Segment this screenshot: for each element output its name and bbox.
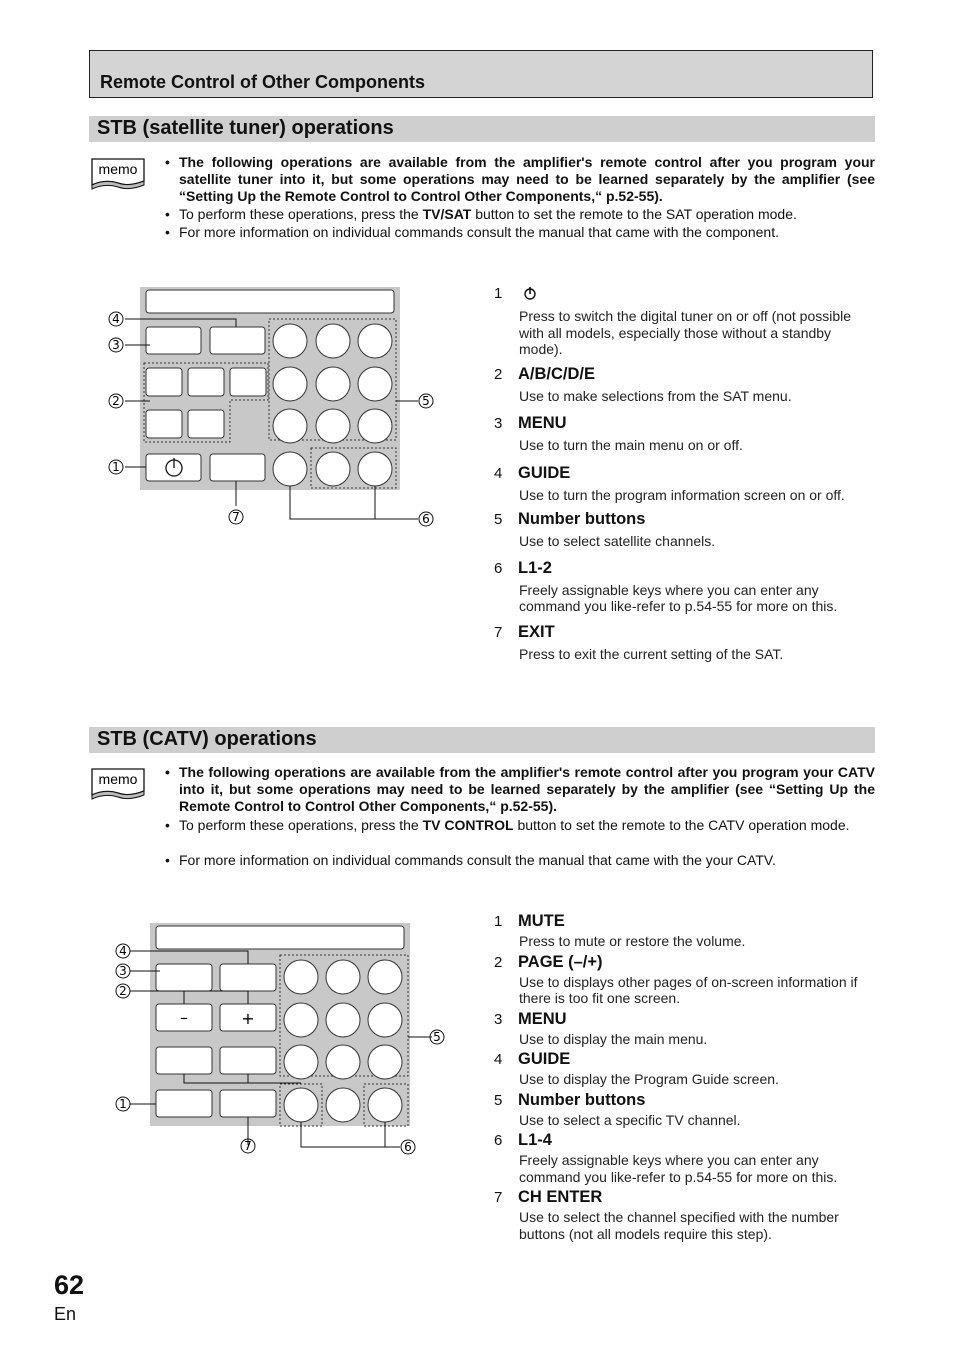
svg-text:3: 3: [112, 338, 120, 352]
svg-text:2: 2: [112, 394, 120, 408]
sat-item-3: 3 MENU: [494, 414, 567, 432]
svg-text:7: 7: [232, 510, 240, 524]
section-title-bar-catv: [89, 727, 875, 753]
catv-item-2: 2 PAGE (–/+): [494, 952, 603, 971]
language-label: En: [54, 1304, 77, 1324]
catv-item-6-desc: Freely assignable keys where you can enter any command you like-refer to p.54-55 for more on this.: [519, 1152, 838, 1185]
sat-remote-diagram: [100, 284, 440, 534]
catv-note-2: • To perform these operations, press the TV CONTROL button to set the remote to the CATV operation mode.: [165, 817, 850, 833]
catv-item-7-desc: Use to select the channel specified with the number buttons (not all models require this step).: [519, 1209, 839, 1242]
catv-item-4: 4 GUIDE: [494, 1050, 571, 1068]
catv-item-3-desc: Use to display the main menu.: [519, 1030, 708, 1047]
catv-item-1-desc: Press to mute or restore the volume.: [519, 933, 746, 949]
svg-text:memo: memo: [98, 161, 138, 177]
catv-item-6: 6 L1-4: [494, 1131, 552, 1149]
svg-text:5: 5: [422, 394, 430, 408]
sat-item-4: 4 GUIDE: [494, 463, 571, 482]
power-icon: [523, 284, 537, 302]
chapter-header: [89, 50, 873, 98]
svg-text:7: 7: [244, 1139, 252, 1153]
sat-note-3: • For more information on individual commands consult the manual that came with the component.: [165, 224, 779, 240]
sat-item-5-desc: Use to select satellite channels.: [519, 533, 716, 549]
sat-item-1-desc: Press to switch the digital tuner on or off (not possible with all models, especially those without a standby mode).: [519, 308, 852, 357]
svg-text:4: 4: [112, 312, 120, 326]
catv-item-3: 3 MENU: [494, 1009, 567, 1028]
section-title-sat: STB (satellite tuner) operations: [97, 117, 394, 139]
memo-icon: [89, 157, 147, 191]
catv-item-2-desc: Use to displays other pages of on-screen information if there is too fit one screen.: [519, 973, 858, 1006]
svg-text:4: 4: [119, 944, 127, 958]
catv-item-7: 7 CH ENTER: [494, 1188, 603, 1206]
sat-note-2: • To perform these operations, press the TV/SAT button to set the remote to the SAT operation mode.: [165, 206, 797, 222]
memo-icon: [89, 767, 147, 801]
sat-item-6: 6 L1-2: [494, 558, 552, 577]
sat-item-7-desc: Press to exit the current setting of the SAT.: [519, 645, 784, 662]
catv-item-4-desc: Use to display the Program Guide screen.: [519, 1071, 779, 1087]
sat-item-7: 7 EXIT: [494, 622, 555, 641]
catv-note-1: • The following operations are available from the amplifier's remote control after you program your CATV into it, but some operations may need to be learned separately by the amplifier (see “Setting Up the Remote Control to Control Other Components,“ p.52-55).: [165, 764, 875, 814]
catv-item-1: 1 MUTE: [494, 912, 565, 930]
chapter-title: Remote Control of Other Components: [100, 72, 425, 92]
page-number: 62: [54, 1270, 85, 1300]
svg-text:6: 6: [404, 1140, 412, 1154]
svg-text:6: 6: [422, 512, 430, 526]
svg-text:5: 5: [433, 1030, 441, 1044]
sat-item-list: [494, 284, 874, 662]
svg-text:1: 1: [119, 1097, 127, 1111]
sat-item-6-desc: Freely assignable keys where you can enter any command you like-refer to p.54-55 for more on this.: [519, 581, 838, 614]
svg-text:1: 1: [112, 460, 120, 474]
sat-item-3-desc: Use to turn the main menu on or off.: [519, 437, 743, 453]
catv-item-5: 5 Number buttons: [494, 1090, 646, 1109]
svg-text:–: –: [180, 1008, 188, 1027]
sat-item-2-desc: Use to make selections from the SAT menu.: [519, 387, 792, 404]
svg-text:memo: memo: [98, 771, 138, 787]
section-title-catv: STB (CATV) operations: [97, 728, 317, 750]
catv-item-5-desc: Use to select a specific TV channel.: [519, 1111, 741, 1128]
sat-item-5: 5 Number buttons: [494, 510, 646, 528]
sat-item-4-desc: Use to turn the program information screen on or off.: [519, 486, 845, 503]
catv-remote-diagram: [110, 920, 450, 1170]
catv-note-3: • For more information on individual commands consult the manual that came with the your CATV.: [165, 852, 776, 868]
sat-note-1: • The following operations are available from the amplifier's remote control after you program your satellite tuner into it, but some operations may need to be learned separately by the amplifier (see “Setting Up the Remote Control to Control Other Components,“ p.52-55).: [165, 154, 875, 204]
catv-item-list: [494, 912, 874, 1242]
sat-item-1: 1: [494, 284, 874, 303]
svg-text:3: 3: [119, 964, 127, 978]
svg-text:2: 2: [119, 984, 127, 998]
section-title-bar-sat: [89, 116, 875, 142]
svg-text:+: +: [241, 1009, 255, 1028]
sat-item-2: 2 A/B/C/D/E: [494, 364, 596, 383]
